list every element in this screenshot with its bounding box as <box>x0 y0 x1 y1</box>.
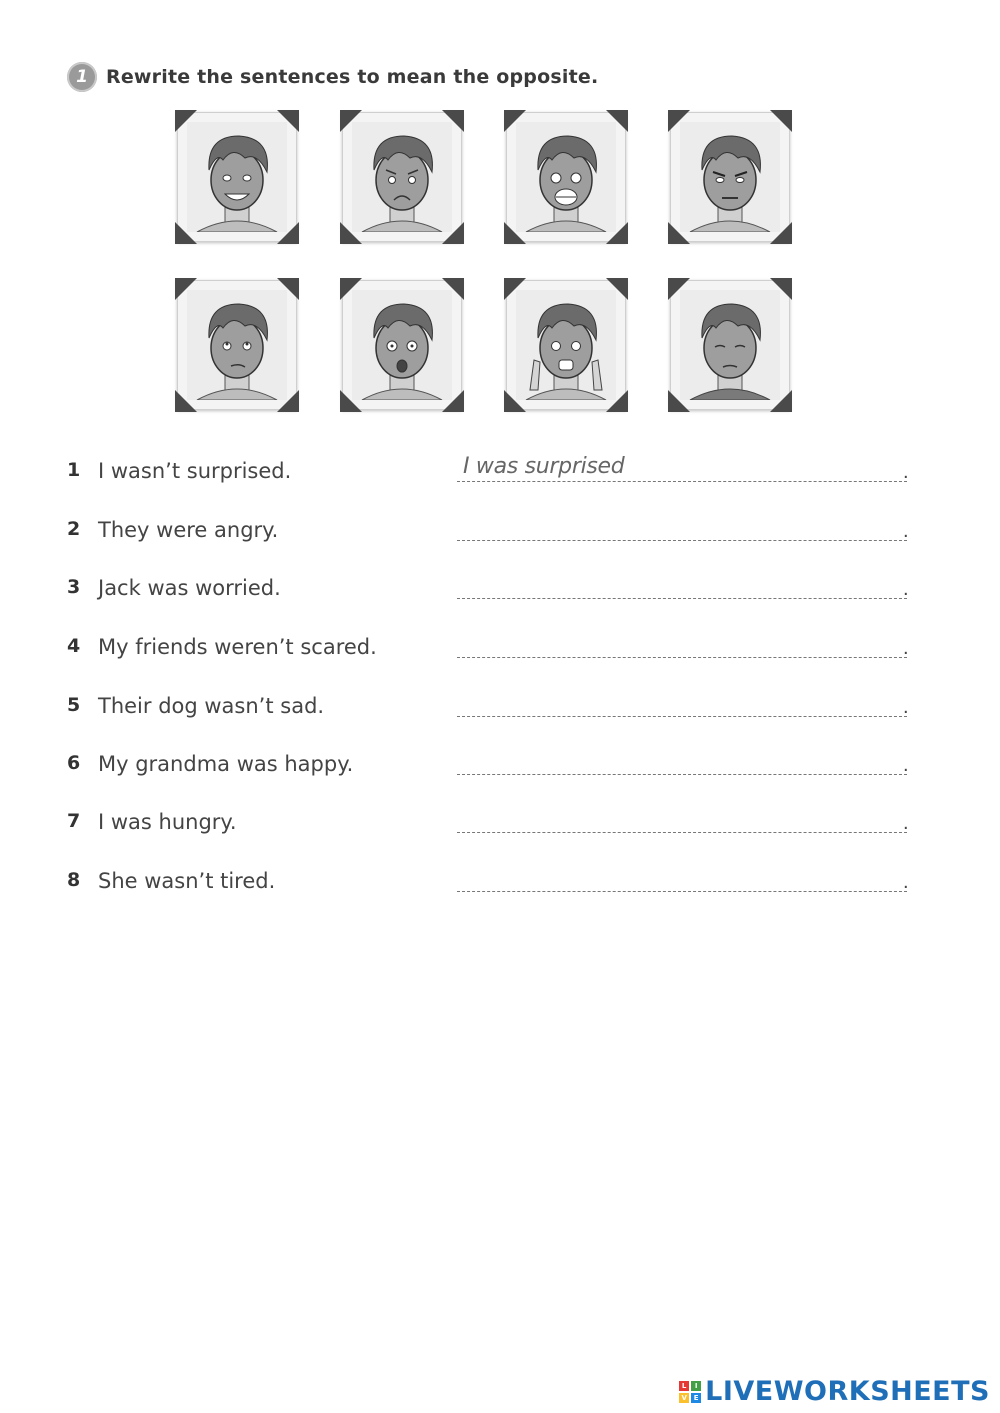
answer-line[interactable] <box>457 657 907 658</box>
exercise-instruction: Rewrite the sentences to mean the opposite. <box>106 66 599 88</box>
item-number: 1 <box>67 459 81 481</box>
sentence-end: . <box>903 696 909 718</box>
item-sentence: She wasn’t tired. <box>98 869 276 893</box>
logo-grid-icon <box>679 1381 701 1403</box>
answer-text: I was surprised <box>463 454 625 479</box>
item-number: 4 <box>67 635 81 657</box>
picture-happy <box>177 112 297 242</box>
item-row-3 <box>67 572 917 604</box>
logo-letter-e: E <box>691 1393 701 1403</box>
item-sentence: My friends weren’t scared. <box>98 635 377 659</box>
surprised-face-icon <box>352 290 452 400</box>
item-number: 8 <box>67 869 81 891</box>
sentence-end: . <box>903 578 909 600</box>
logo-letter-l: L <box>679 1381 689 1391</box>
item-row-1 <box>67 455 917 487</box>
happy-face-icon <box>187 122 287 232</box>
item-sentence: I was hungry. <box>98 810 237 834</box>
picture-scared <box>506 280 626 410</box>
answer-line[interactable] <box>457 832 907 833</box>
item-number: 7 <box>67 810 81 832</box>
item-sentence: They were angry. <box>98 518 279 542</box>
answer-line[interactable] <box>457 540 907 541</box>
item-row-7 <box>67 806 917 838</box>
sentence-end: . <box>903 520 909 542</box>
sentence-end: . <box>903 637 909 659</box>
bored-face-icon <box>187 290 287 400</box>
answer-line[interactable] <box>457 774 907 775</box>
item-sentence: My grandma was happy. <box>98 752 354 776</box>
answer-line[interactable] <box>457 481 907 482</box>
excited-face-icon <box>516 122 616 232</box>
item-sentence: Their dog wasn’t sad. <box>98 694 325 718</box>
item-sentence: I wasn’t surprised. <box>98 459 292 483</box>
picture-tired <box>670 280 790 410</box>
worried-face-icon <box>352 122 452 232</box>
scared-face-icon <box>516 290 616 400</box>
item-sentence: Jack was worried. <box>98 576 281 600</box>
logo-letter-v: V <box>679 1393 689 1403</box>
item-row-4 <box>67 631 917 663</box>
answer-line[interactable] <box>457 716 907 717</box>
item-row-6 <box>67 748 917 780</box>
logo-letter-i: I <box>691 1381 701 1391</box>
picture-excited <box>506 112 626 242</box>
item-number: 2 <box>67 518 81 540</box>
sentence-end: . <box>903 871 909 893</box>
picture-bored <box>177 280 297 410</box>
answer-line[interactable] <box>457 891 907 892</box>
sentence-end: . <box>903 461 909 483</box>
picture-worried <box>342 112 462 242</box>
exercise-header <box>67 62 598 92</box>
item-row-8 <box>67 865 917 897</box>
liveworksheets-logo <box>679 1376 990 1407</box>
exercise-number-badge: 1 <box>67 62 97 92</box>
brand-name: LIVEWORKSHEETS <box>705 1376 990 1407</box>
tired-face-icon <box>680 290 780 400</box>
item-row-2 <box>67 514 917 546</box>
item-row-5 <box>67 690 917 722</box>
item-number: 5 <box>67 694 81 716</box>
answer-line[interactable] <box>457 598 907 599</box>
picture-surprised <box>342 280 462 410</box>
sentence-end: . <box>903 812 909 834</box>
item-number: 6 <box>67 752 81 774</box>
sentence-end: . <box>903 754 909 776</box>
angry-face-icon <box>680 122 780 232</box>
picture-angry <box>670 112 790 242</box>
item-number: 3 <box>67 576 81 598</box>
